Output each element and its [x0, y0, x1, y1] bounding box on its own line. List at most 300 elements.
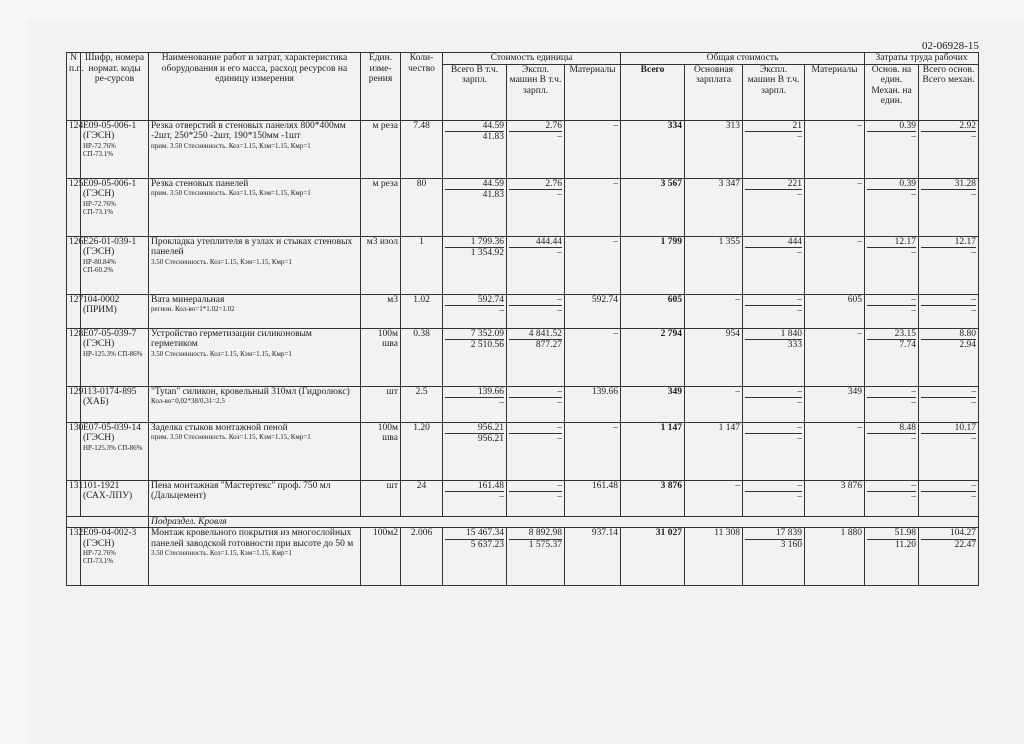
qty-text: 24: [416, 480, 427, 491]
tc-sal-cell: [685, 480, 743, 516]
uc-mach-cell: [507, 386, 565, 422]
work-name: [149, 120, 361, 178]
qty-text: 80: [416, 178, 427, 189]
tc-mach-cell: [743, 236, 805, 294]
labor-total-top: 8.80: [921, 329, 976, 341]
uc-all-bottom: 41.83: [482, 190, 504, 200]
qty-text: 0.38: [413, 328, 430, 339]
labor-total-top: –: [921, 481, 976, 493]
labor-unit-top: –: [867, 387, 916, 399]
tc-sal-cell: [685, 386, 743, 422]
labor-unit-cell: [865, 120, 919, 178]
tc-all-text: 3 567: [660, 178, 683, 189]
tc-all-cell: [621, 480, 685, 516]
labor-total-top: 2.92: [921, 121, 976, 133]
qty-cell: [401, 178, 443, 236]
tc-mach-top: 21: [745, 121, 802, 133]
work-name: [149, 480, 361, 516]
labor-unit-cell: [865, 294, 919, 328]
uc-mat-cell: [565, 528, 621, 586]
uc-mat-cell: [565, 294, 621, 328]
qty-text: 1.20: [413, 422, 430, 433]
work-note: прим. 3.50 Стесненность. Коз=1.15, Кэм=1.15, Кмр=1: [151, 189, 311, 197]
work-name-text: Пена монтажная "Мастертекс" проф. 750 мл (Дальцемент): [151, 480, 331, 501]
labor-unit-cell: [865, 422, 919, 480]
labor-unit-cell: [865, 236, 919, 294]
labor-unit-bottom: –: [911, 190, 917, 200]
resource-code: [81, 328, 149, 386]
unit-text: 100м2: [372, 528, 398, 538]
labor-unit-top: 0.39: [867, 179, 916, 191]
header-row-1: [67, 53, 979, 65]
tc-sal-cell: [685, 422, 743, 480]
unit-cell: [361, 528, 401, 586]
work-note: 3.50 Стесненность. Коз=1.15, Кэм=1.15, Кмр=1: [151, 549, 292, 557]
section-title: Подраздел. Кровля: [149, 516, 979, 528]
uc-all-top: 592.74: [445, 295, 504, 307]
tc-mach-top: 221: [745, 179, 802, 191]
labor-total-cell: [919, 294, 979, 328]
tc-sal-text: 1 355: [718, 236, 741, 247]
tc-mach-cell: [743, 386, 805, 422]
work-note: 3.50 Стесненность. Коз=1.15, Кэм=1.15, Кмр=1: [151, 257, 292, 266]
tc-mach-bottom: 3 160: [780, 539, 803, 550]
work-name-text: Монтаж кровельного покрытия из многослойных панелей заводской готовности при высоте до 50 м: [151, 528, 354, 549]
uc-all-bottom: –: [499, 492, 504, 502]
row-number: 132: [67, 528, 81, 586]
tc-sal-text: 1 147: [718, 422, 741, 433]
labor-total-top: –: [921, 387, 976, 399]
labor-total-bottom: 2.94: [959, 340, 977, 350]
uc-mach-bottom: 1 575.37: [528, 539, 562, 550]
labor-total-top: 31.28: [921, 179, 976, 191]
tc-mat-text: –: [857, 422, 863, 433]
table-row: [67, 178, 979, 236]
work-name: [149, 328, 361, 386]
work-note: регион. Кол-во=1*1.02=1.02: [151, 305, 235, 313]
uc-all-top: 139.66: [445, 387, 504, 399]
uc-mat-text: –: [613, 328, 619, 339]
table-row: [67, 236, 979, 294]
uc-all-cell: [443, 386, 507, 422]
code-text: Е09-05-006-1 (ГЭСН): [83, 120, 137, 141]
resource-code: [81, 178, 149, 236]
labor-total-cell: [919, 480, 979, 516]
labor-total-bottom: –: [971, 132, 977, 142]
uc-mach-top: –: [509, 295, 562, 307]
labor-unit-bottom: –: [911, 492, 917, 502]
qty-cell: [401, 328, 443, 386]
uc-all-top: 15 467.34: [445, 528, 504, 540]
labor-unit-bottom: 7.74: [899, 340, 917, 350]
unit-text: м реза: [372, 178, 398, 189]
uc-mach-top: 8 892.98: [509, 528, 562, 540]
labor-unit-bottom: –: [911, 132, 917, 142]
col-unit-header: Един. изме-рения: [361, 53, 401, 121]
uc-mat-cell: [565, 480, 621, 516]
tc-mach-top: –: [745, 295, 802, 307]
total-cost-header: Общая стоимость: [621, 53, 865, 65]
labor-unit-bottom: –: [911, 398, 917, 408]
row-number: 128: [67, 328, 81, 386]
uc-mat-text: –: [613, 120, 619, 131]
code-text: 104-0002 (ПРИМ): [83, 294, 120, 315]
labor-unit-cell: [865, 528, 919, 586]
code-text: Е09-05-006-1 (ГЭСН): [83, 178, 137, 199]
tc-mat-cell: [805, 422, 865, 480]
uc-mach-cell: [507, 120, 565, 178]
row-number: 124: [67, 120, 81, 178]
tc-mach-cell: [743, 294, 805, 328]
uc-mat-text: 592.74: [591, 294, 619, 305]
tc-sal-text: –: [735, 386, 741, 397]
tc-all-cell: [621, 178, 685, 236]
uc-mach-top: 444.44: [509, 237, 562, 249]
labor-unit-bottom: –: [911, 248, 917, 258]
uc-mach-top: –: [509, 423, 562, 435]
qty-cell: [401, 386, 443, 422]
labor-unit-top: –: [867, 481, 916, 493]
work-note: прим. 3.50 Стесненность. Коз=1.15, Кэм=1.15, Кмр=1: [151, 433, 311, 441]
work-name-text: Устройство герметизации силиконовым герметиком: [151, 328, 312, 349]
qty-text: 1.02: [413, 294, 430, 305]
code-text: Е26-01-039-1 (ГЭСН): [83, 236, 137, 257]
row-number: 131: [67, 480, 81, 516]
labor-total-bottom: –: [971, 190, 977, 200]
tc-mat-cell: [805, 480, 865, 516]
unit-cell: [361, 294, 401, 328]
tc-all-cell: [621, 120, 685, 178]
col-n-header: N п.п.: [67, 53, 81, 121]
unit-cell: [361, 480, 401, 516]
unit-cell: [361, 422, 401, 480]
uc-all-top: 44.59: [445, 179, 504, 191]
code-note: НР-72.76% СП-73.1%: [83, 141, 116, 158]
uc-mach-cell: [507, 178, 565, 236]
unit-text: шт: [386, 480, 398, 491]
uc-all-cell: [443, 422, 507, 480]
code-note: НР-125.3% СП-86%: [83, 443, 143, 452]
tc-mach-header: Экспл. машин В т.ч. зарпл.: [743, 64, 805, 120]
labor-header: Затраты труда рабочих: [865, 53, 979, 65]
tc-all-cell: [621, 422, 685, 480]
uc-all-top: 1 799.36: [445, 237, 504, 249]
tc-all-text: 605: [667, 294, 683, 305]
code-note: НР-125.3% СП-86%: [83, 349, 143, 358]
uc-mach-header: Экспл. машин В т.ч. зарпл.: [507, 64, 565, 120]
labor-unit-bottom: 11.20: [895, 539, 917, 550]
work-note: 3.50 Стесненность. Коз=1.15, Кэм=1.15, Кмр=1: [151, 349, 292, 358]
tc-all-text: 1 147: [660, 422, 683, 433]
qty-text: 1: [419, 236, 424, 247]
tc-sal-cell: [685, 328, 743, 386]
tc-all-text: 349: [667, 386, 683, 397]
table-row: [67, 120, 979, 178]
unit-cost-header: Стоимость единицы: [443, 53, 621, 65]
labor-total-top: –: [921, 295, 976, 307]
tc-mat-text: –: [857, 236, 863, 247]
uc-all-bottom: 41.83: [482, 132, 504, 142]
tc-sal-cell: [685, 120, 743, 178]
labor-total-cell: [919, 528, 979, 586]
unit-text: м реза: [372, 120, 398, 131]
tc-mach-cell: [743, 480, 805, 516]
tc-sal-cell: [685, 528, 743, 586]
tc-mat-cell: [805, 528, 865, 586]
col-name-header: Наименование работ и затрат, характеристика оборудования и его масса, расход ресурсов на единицу измерения: [149, 53, 361, 121]
tc-mat-cell: [805, 236, 865, 294]
uc-mach-bottom: 877.27: [535, 340, 562, 350]
tc-mat-cell: [805, 120, 865, 178]
work-note: прим. 3.50 Стесненность. Коз=1.15, Кэм=1.15, Кмр=1: [151, 141, 311, 150]
table-row: [67, 294, 979, 328]
labor-total-bottom: –: [971, 306, 977, 316]
qty-cell: [401, 528, 443, 586]
uc-mat-header: Материалы: [565, 64, 621, 120]
section-row: [67, 516, 979, 528]
uc-mach-bottom: –: [557, 190, 562, 200]
tc-all-text: 2 794: [660, 328, 683, 339]
resource-code: [81, 120, 149, 178]
tc-all-text: 1 799: [660, 236, 683, 247]
uc-all-cell: [443, 120, 507, 178]
tc-mach-top: –: [745, 387, 802, 399]
tc-mat-text: 605: [847, 294, 863, 305]
labor-total-bottom: –: [971, 434, 977, 444]
uc-all-cell: [443, 480, 507, 516]
tc-all-cell: [621, 294, 685, 328]
unit-cell: [361, 328, 401, 386]
uc-all-bottom: 1 354.92: [470, 248, 504, 258]
tc-mach-cell: [743, 528, 805, 586]
uc-all-top: 956.21: [445, 423, 504, 435]
resource-code: [81, 480, 149, 516]
uc-mach-cell: [507, 236, 565, 294]
tc-mach-top: –: [745, 481, 802, 493]
tc-mat-header: Материалы: [805, 64, 865, 120]
code-text: Е07-05-039-14 (ГЭСН): [83, 422, 142, 443]
tc-mach-bottom: –: [797, 398, 803, 408]
work-note: Кол-во=0,02*38/0,31=2.5: [151, 397, 225, 405]
work-name-text: Заделка стыков монтажной пеной: [151, 422, 288, 433]
uc-mat-text: 937.14: [591, 528, 619, 538]
code-note: НР-72.76% СП-73.1%: [83, 549, 116, 565]
table-row: [67, 480, 979, 516]
lab-total-header: Всего основ. Всего механ.: [919, 64, 979, 120]
uc-mat-text: –: [613, 236, 619, 247]
document-number: 02-06928-15: [922, 40, 979, 52]
uc-all-cell: [443, 328, 507, 386]
lab-unit-header: Основ. на един. Механ. на един.: [865, 64, 919, 120]
uc-mach-bottom: –: [557, 306, 562, 316]
work-name-text: Прокладка утеплителя в узлах и стыках стеновых панелей: [151, 236, 353, 257]
labor-total-bottom: 22.47: [954, 539, 977, 550]
tc-sal-text: –: [735, 480, 741, 491]
uc-mach-cell: [507, 328, 565, 386]
qty-text: 7.48: [413, 120, 430, 131]
labor-unit-top: 23.15: [867, 329, 916, 341]
tc-all-text: 334: [667, 120, 683, 131]
uc-all-bottom: –: [499, 306, 504, 316]
uc-all-top: 44.59: [445, 121, 504, 133]
tc-all-cell: [621, 328, 685, 386]
tc-mach-cell: [743, 120, 805, 178]
unit-cell: [361, 178, 401, 236]
tc-mach-bottom: –: [797, 132, 803, 142]
uc-mach-cell: [507, 528, 565, 586]
tc-sal-cell: [685, 294, 743, 328]
labor-total-bottom: –: [971, 248, 977, 258]
labor-unit-top: 0.39: [867, 121, 916, 133]
labor-total-top: 12.17: [921, 237, 976, 249]
row-number: 127: [67, 294, 81, 328]
work-name-text: Вата минеральная: [151, 294, 225, 305]
estimate-table: [66, 52, 979, 586]
code-text: Е09-04-002-3 (ГЭСН): [83, 528, 137, 549]
tc-mat-text: 349: [847, 386, 863, 397]
uc-all-cell: [443, 528, 507, 586]
resource-code: [81, 236, 149, 294]
uc-mach-top: 4 841.52: [509, 329, 562, 341]
work-name: [149, 386, 361, 422]
uc-mat-text: –: [613, 422, 619, 433]
tc-mat-cell: [805, 328, 865, 386]
uc-mach-bottom: –: [557, 434, 562, 444]
uc-all-bottom: 2 510.56: [470, 340, 504, 350]
table-row: [67, 328, 979, 386]
uc-mat-text: 161.48: [591, 480, 619, 491]
tc-mach-bottom: –: [797, 434, 803, 444]
uc-all-bottom: 956.21: [477, 434, 504, 444]
labor-total-top: 104.27: [921, 528, 976, 540]
uc-mat-cell: [565, 386, 621, 422]
uc-mach-top: 2.76: [509, 121, 562, 133]
resource-code: [81, 386, 149, 422]
work-name: [149, 294, 361, 328]
uc-all-bottom: 5 637.23: [470, 539, 504, 550]
unit-text: м3 изол: [366, 236, 398, 247]
tc-all-text: 31 027: [655, 528, 683, 538]
unit-text: 100м шва: [377, 328, 398, 349]
labor-total-bottom: –: [971, 398, 977, 408]
work-name: [149, 422, 361, 480]
table-row: [67, 386, 979, 422]
labor-unit-top: 8.48: [867, 423, 916, 435]
labor-total-cell: [919, 236, 979, 294]
resource-code: [81, 422, 149, 480]
tc-mach-bottom: –: [797, 492, 803, 502]
uc-mach-cell: [507, 294, 565, 328]
unit-cell: [361, 120, 401, 178]
work-name: [149, 528, 361, 586]
section-empty: [67, 516, 149, 528]
tc-sal-text: 3 347: [718, 178, 741, 189]
uc-all-top: 7 352.09: [445, 329, 504, 341]
qty-cell: [401, 294, 443, 328]
uc-mat-cell: [565, 120, 621, 178]
tc-mat-cell: [805, 294, 865, 328]
row-number: 126: [67, 236, 81, 294]
uc-mach-top: 2.76: [509, 179, 562, 191]
uc-all-cell: [443, 178, 507, 236]
uc-mach-cell: [507, 480, 565, 516]
work-name-text: "Tytan" силикон, кровельный 310мл (Гидролюкс): [151, 386, 350, 397]
uc-mat-text: –: [613, 178, 619, 189]
uc-mach-top: –: [509, 481, 562, 493]
row-number: 129: [67, 386, 81, 422]
row-number: 125: [67, 178, 81, 236]
tc-mach-cell: [743, 178, 805, 236]
labor-total-cell: [919, 120, 979, 178]
labor-unit-bottom: –: [911, 434, 917, 444]
labor-unit-cell: [865, 480, 919, 516]
tc-mach-top: 444: [745, 237, 802, 249]
labor-unit-top: 12.17: [867, 237, 916, 249]
col-qty-header: Коли-чество: [401, 53, 443, 121]
code-text: 113-0174-895 (ХАБ): [83, 386, 137, 407]
tc-all-cell: [621, 528, 685, 586]
uc-mach-top: –: [509, 387, 562, 399]
labor-total-bottom: –: [971, 492, 977, 502]
labor-unit-top: –: [867, 295, 916, 307]
uc-mat-text: 139.66: [591, 386, 619, 397]
tc-sal-text: 954: [725, 328, 741, 339]
uc-mach-bottom: –: [557, 492, 562, 502]
qty-text: 2.006: [410, 528, 433, 538]
work-name-text: Резка отверстий в стеновых панелях 800*400мм -2шт, 250*250 -2шт, 190*150мм -1шт: [151, 120, 346, 141]
resource-code: [81, 294, 149, 328]
uc-all-bottom: –: [499, 398, 504, 408]
col-code-header: Шифр, номера нормат. коды ре-сурсов: [81, 53, 149, 121]
tc-all-header: Всего: [621, 64, 685, 120]
unit-cell: [361, 386, 401, 422]
tc-sal-text: 11 308: [714, 528, 741, 538]
tc-sal-text: 313: [725, 120, 741, 131]
tc-mach-bottom: 333: [787, 340, 803, 350]
row-number: 130: [67, 422, 81, 480]
uc-mach-bottom: –: [557, 132, 562, 142]
qty-cell: [401, 236, 443, 294]
labor-total-cell: [919, 178, 979, 236]
code-note: НР-80.84% СП-60.2%: [83, 257, 116, 274]
tc-all-cell: [621, 236, 685, 294]
tc-all-cell: [621, 386, 685, 422]
unit-text: шт: [386, 386, 398, 397]
tc-mach-bottom: –: [797, 306, 803, 316]
tc-all-text: 3 876: [660, 480, 683, 491]
labor-total-top: 10.17: [921, 423, 976, 435]
tc-mat-text: –: [857, 178, 863, 189]
resource-code: [81, 528, 149, 586]
tc-mat-text: –: [857, 328, 863, 339]
uc-all-top: 161.48: [445, 481, 504, 493]
uc-all-cell: [443, 236, 507, 294]
work-name-text: Резка стеновых панелей: [151, 178, 249, 189]
tc-mach-top: –: [745, 423, 802, 435]
unit-text: 100м шва: [377, 422, 398, 443]
tc-sal-header: Основная зарплата: [685, 64, 743, 120]
code-text: 101-1921 (САХ-ЛПУ): [83, 480, 133, 501]
labor-unit-cell: [865, 178, 919, 236]
qty-cell: [401, 422, 443, 480]
tc-sal-cell: [685, 236, 743, 294]
qty-cell: [401, 480, 443, 516]
tc-mach-bottom: –: [797, 190, 803, 200]
tc-sal-text: –: [735, 294, 741, 305]
tc-mach-cell: [743, 328, 805, 386]
uc-all-header: Всего В т.ч. зарпл.: [443, 64, 507, 120]
uc-mach-bottom: –: [557, 248, 562, 258]
